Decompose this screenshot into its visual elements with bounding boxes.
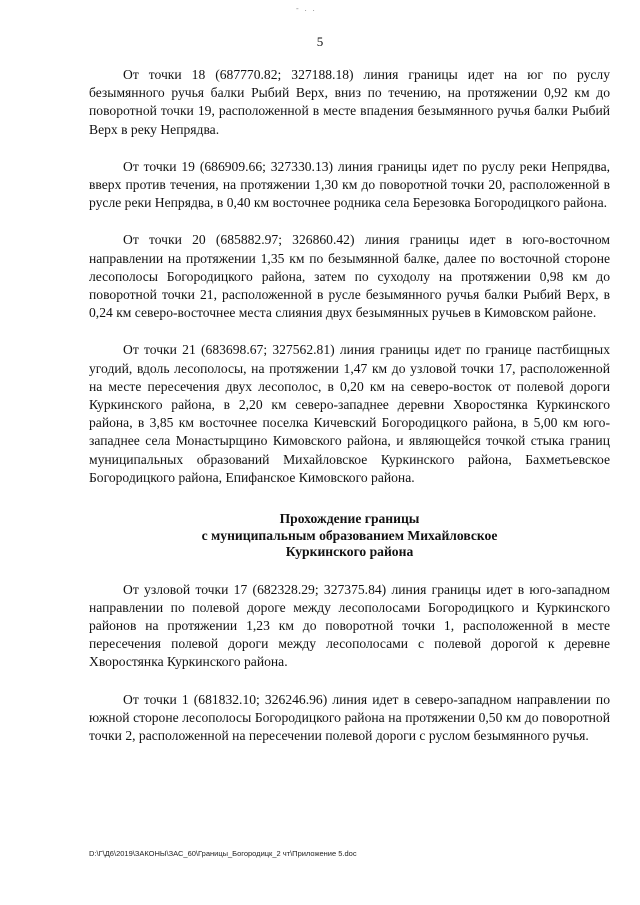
paragraph-point-1: От точки 1 (681832.10; 326246.96) линия идет в северо-западном направлении по южной стороне лесополосы Богородицкого района на протяжении 0,50 км до поворотной точки 2, расположенной на пересечении полевой дороги с руслом безымянного ручья. — [89, 691, 610, 743]
section-heading-line-2: с муниципальным образованием Михайловское — [201, 527, 498, 543]
section-heading — [89, 511, 610, 561]
paragraph-node-point-17: От узловой точки 17 (682328.29; 327375.84) линия границы идет в юго-западном направлении по полевой дороге между лесополосами Богородицкого и Куркинского районов на протяжении 1,23 км до поворотной точки 1, расположенной в месте пересечения полевой дороги между лесополосами с полевой дорогой к деревне Хворостянка Куркинского района. — [89, 581, 610, 670]
page-number: 5 — [316, 34, 324, 49]
paragraph-point-18: От точки 18 (687770.82; 327188.18) линия границы идет на юг по руслу безымянного ручья балки Рыбий Верх, вниз по течению, на протяжении 0,92 км до поворотной точки 19, расположенной в месте впадения безымянного ручья балки Рыбий Верх в реку Непрядва. — [89, 67, 610, 137]
section-heading-line-3: Куркинского района — [285, 544, 414, 560]
scan-mark: - . . — [296, 4, 317, 13]
section-heading-line-1: Прохождение границы — [279, 511, 420, 527]
document-body — [89, 66, 610, 764]
paragraph-point-20: От точки 20 (685882.97; 326860.42) линия границы идет в юго-восточном направлении на протяжении 1,35 км по безымянной балке, далее по восточной стороне лесополосы Богородицкого района, затем по суходолу на протяжении 0,98 км до поворотной точки 21, расположенной в русле безымянного ручья балки Рыбий Верх, в 0,24 км северо-восточнее места слияния двух безымянных ручьев в Кимовском районе. — [89, 232, 610, 321]
footer-file-path: D:\Г\Д6\2019\ЗАКОНЫ\ЗАС_60\Границы_Богородицк_2 чт\Приложение 5.doc — [89, 849, 357, 858]
paragraph-point-21: От точки 21 (683698.67; 327562.81) линия границы идет по границе пастбищных угодий, вдоль лесополосы, на протяжении 1,47 км до узловой точки 17, расположенной на месте пересечения двух лесополос, в 0,20 км на северо-восток от полевой дороги Куркинского района, в 2,20 км северо-западнее деревни Хворостянка Куркинского района, в 3,85 км восточнее поселка Кичевский Богородицкого района, в 5,00 км юго-западнее села Монастырщино Кимовского района, и являющейся точкой стыка границ муниципальных образований Михайловское Куркинского района, Бахметьевское Богородицкого района, Епифанское Кимовского района. — [89, 342, 610, 485]
paragraph-point-19: От точки 19 (686909.66; 327330.13) линия границы идет по руслу реки Непрядва, вверх против течения, на протяжении 1,30 км до поворотной точки 20, расположенной в русле реки Непрядва, в 0,40 км восточнее родника села Березовка Богородицкого района. — [89, 158, 610, 211]
